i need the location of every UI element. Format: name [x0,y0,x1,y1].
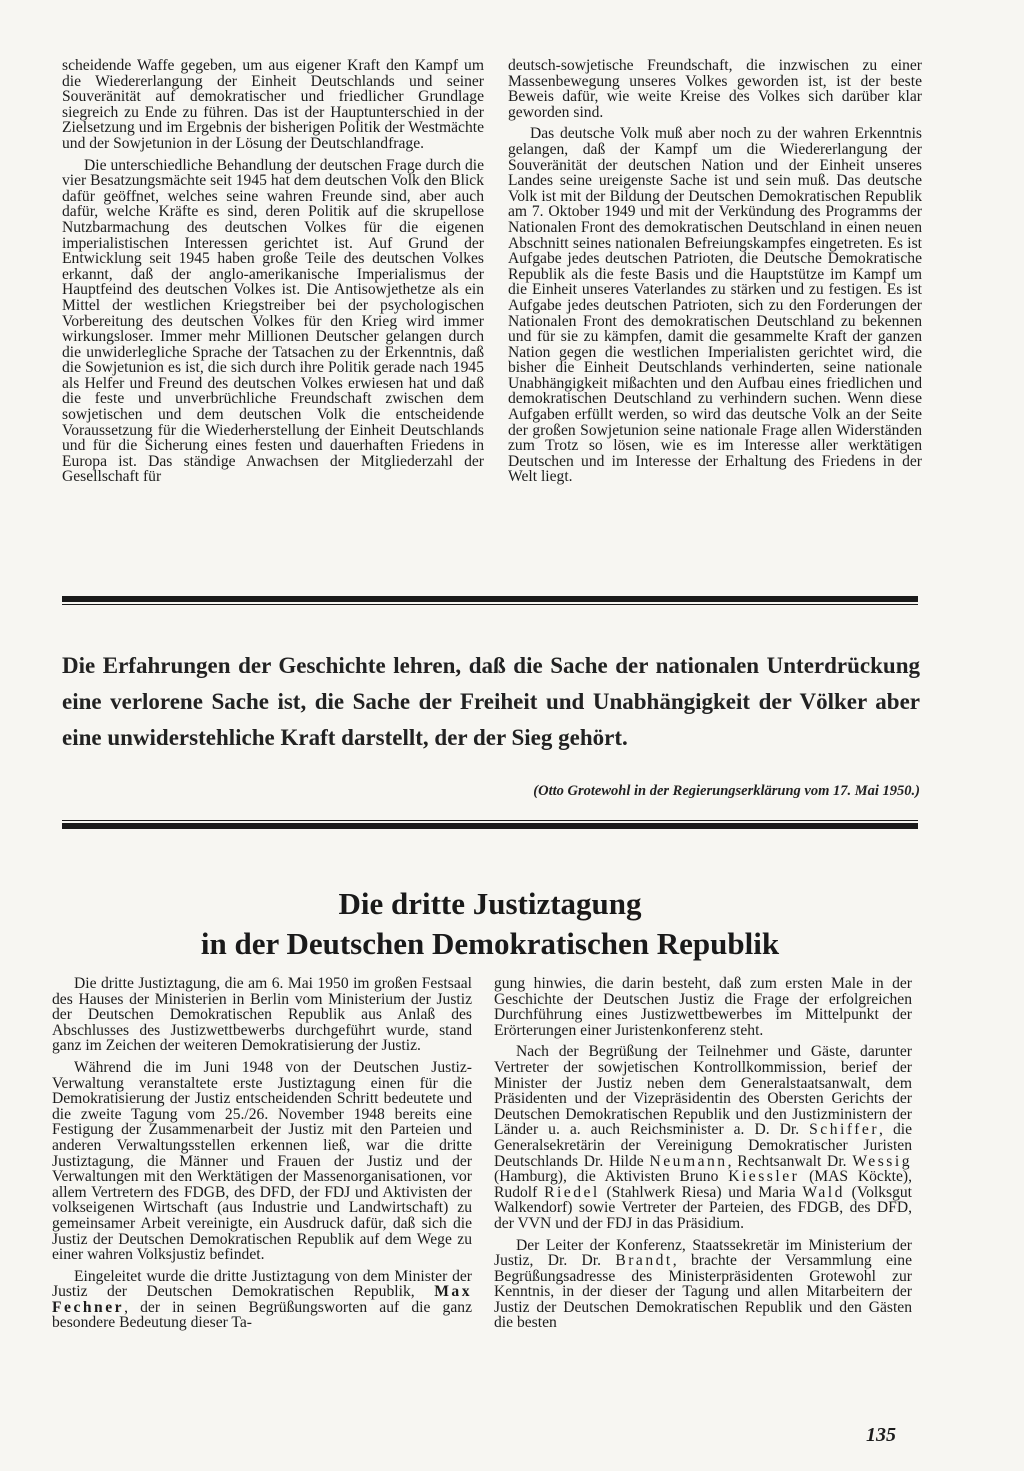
quote-source: (Otto Grotewohl in der Regierungserklärung vom 17. Mai 1950.) [533,783,920,799]
divider-rule [62,823,918,829]
top-left-column [62,58,484,491]
person-name: Schiffer [809,1121,880,1139]
page-number: 135 [866,1424,896,1446]
top-right-column [508,58,922,491]
paragraph: scheidende Waffe gegeben, um aus eigener Kraft den Kampf um die Wiedererlangung der Einheit Deutschlands und seiner Souveränität auf demokratischer und friedlicher Grundlage siegreich zu Ende zu führen. Das ist der Hauptunterschied in der Zielsetzung und im Ergebnis der bisherigen Politik der Westmächte und der Sowjetunion in der Lösung der Deutschlandfrage. [62,57,484,152]
person-name: Wessig [852,1152,912,1170]
paragraph: Der Leiter der Konferenz, Staatssekretär im Ministerium der Justiz, Dr. Dr. Brandt, brachte der Versammlung eine Begrüßungsadresse des Ministerpräsidenten Grotewohl zur Kenntnis, in der dieser der Tagung und allen Mitarbeitern der Justiz der Deutschen Demokratischen Republik und den Gästen die besten [494,1236,912,1332]
paragraph: Nach der Begrüßung der Teilnehmer und Gäste, darunter Vertreter der sowjetischen Kontrollkommission, berief der Minister der Justiz neben dem Generalstaatsanwalt, dem Präsidenten und der Vizepräsidentin des Obersten Gerichts der Deutschen Demokratischen Republik und den Justizministern der Länder u. a. auch Reichsminister a. D. Dr. Schiffer, die Generalsekretärin der Vereinigung Demokratischer Juristen Deutschlands Dr. Hilde Neumann, Rechtsanwalt Dr. Wessig (Hamburg), die Aktivisten Bruno Kiessler (MAS Köckte), Rudolf Riedel (Stahlwerk Riesa) und Maria Wald (Volksgut Walkendorf) sowie Vertreter der Parteien, des FDGB, des DFD, der VVN und der FDJ in das Präsidium. [494,1043,913,1232]
person-name: Wald [802,1183,845,1201]
person-name: Max Fechner [52,1283,472,1316]
divider-rule [62,596,918,602]
person-name: Kiessler [728,1168,800,1186]
bottom-left-column [52,976,472,1337]
divider-rule [62,604,918,605]
paragraph: Eingeleitet wurde die dritte Justiztagung von dem Minister der Justiz der Deutschen Demokratischen Republik, Max Fechner, der in seinen Begrüßungsworten auf die ganz besondere Bedeutung dieser Ta- [52,1267,472,1332]
person-name: Riedel [544,1183,600,1201]
paragraph: Die unterschiedliche Behandlung der deutschen Frage durch die vier Besatzungsmächte seit 1945 hat dem deutschen Volk den Blick dafür geöffnet, welches seine wahren Freunde sind, aber auch dafür, welche Kräfte es sind, deren Politik auf die skrupellose Nutzbarmachung des deutschen Volkes für die eigenen imperialistischen Interessen gerichtet ist. Auf Grund der Entwicklung seit 1945 haben große Teile des deutschen Volkes erkannt, daß der anglo-amerikanische Imperialismus der Hauptfeind des deutschen Volkes ist. Die Antisowjethetze als ein Mittel der westlichen Kriegstreiber bei der psychologischen Vorbereitung des deutschen Volkes für den Krieg wird immer wirkungsloser. Immer mehr Millionen Deutscher gelangen durch die unwiderlegliche Sprache der Tatsachen zu der Erkenntnis, daß die Sowjetunion es ist, die sich durch ihre Politik gerade nach 1945 als Helfer und Freund des deutschen Volkes erwiesen hat und daß die feste und unverbrüchliche Freundschaft zwischen dem sowjetischen und dem deutschen Volk die entscheidende Voraussetzung für die Wiederherstellung der Einheit Deutschlands und für die Sicherung eines festen und dauerhaften Friedens in Europa ist. Das ständige Anwachsen der Mitgliederzahl der Gesellschaft für [62,156,484,486]
paragraph: deutsch-sowjetische Freundschaft, die inzwischen zu einer Massenbewegung unseres Volkes geworden ist, ist der beste Beweis dafür, wie weite Kreise des Volkes sich darüber klar geworden sind. [508,57,922,121]
bottom-right-column [494,976,912,1337]
paragraph: gung hinwies, die darin besteht, daß zum ersten Male in der Geschichte der Deutschen Justiz die Frage der erfolgreichen Durchführung eines Justizwettbewerbes im Mittelpunkt der Erörterungen einer Juristenkonferenz steht. [494,975,912,1039]
paragraph: Das deutsche Volk muß aber noch zu der wahren Erkenntnis gelangen, daß der Kampf um die Wiedererlangung der Souveränität der deutschen Nation und der Einheit unseres Landes seine ureigenste Sache ist und sein muß. Das deutsche Volk ist mit der Bildung der Deutschen Demokratischen Republik am 7. Oktober 1949 und mit der Verkündung des Programms der Nationalen Front des demokratischen Deutschland in einen neuen Abschnitt seines nationalen Befreiungskampfes eingetreten. Es ist Aufgabe jedes deutschen Patrioten, die Deutsche Demokratische Republik als die feste Basis und die Hauptstütze im Kampf um die Einheit unseres Vaterlandes zu stärken und zu festigen. Es ist Aufgabe jedes deutschen Patrioten, sich zu den Forderungen der Nationalen Front des demokratischen Deutschland zu bekennen und für sie zu kämpfen, damit die gesammelte Kraft der ganzen Nation gegen die westlichen Imperialisten gerichtet wird, die bisher die Einheit Deutschlands verhinderten, seine nationale Unabhängigkeit mißachten und den Aufbau eines friedlichen und demokratischen Deutschland zu verhindern suchen. Wenn diese Aufgaben erfüllt werden, so wird das deutsche Volk an der Seite der großen Sowjetunion seine nationale Frage allen Widerständen zum Trotz so lösen, wie es im Interesse aller werktätigen Deutschen und im Interesse der Erhaltung des Friedens in der Welt liegt. [508,125,922,486]
paragraph: Während die im Juni 1948 von der Deutschen Justiz-Verwaltung veranstaltete erste Justiztagung einen für die Demokratisierung der Justiz entscheidenden Schritt bedeutete und die zweite Tagung vom 25./26. November 1948 bereits eine Festigung der Zusammenarbeit der Justiz mit den Parteien und anderen Verwaltungsstellen erkennen ließ, war die dritte Justiztagung, die Männer und Frauen der Justiz und der Verwaltungen mit den Werktätigen der Massenorganisationen, vor allem Vertretern des FDGB, des DFD, der FDJ und Aktivisten der volkseigenen Wirtschaft (aus Industrie und Landwirtschaft) zu gemeinsamer Arbeit vereinigte, ein Ausdruck dafür, daß sich die Justiz der Deutschen Demokratischen Republik auf dem Wege zu einer wahren Volksjustiz befindet. [52,1058,472,1264]
person-name: Brandt [615,1252,673,1270]
paragraph: Die dritte Justiztagung, die am 6. Mai 1950 im großen Festsaal des Hauses der Ministerien in Berlin vom Ministerium der Justiz der Deutschen Demokratischen Republik aus Anlaß des Abschlusses des Justizwettbewerbs durchgeführt wurde, stand ganz im Zeichen der weiteren Demokratisierung der Justiz. [52,975,472,1055]
divider-rule [62,820,918,821]
person-name: Neumann [649,1152,728,1170]
quote-text: Die Erfahrungen der Geschichte lehren, daß die Sache der nationalen Unterdrückung eine verlorene Sache ist, die Sache der Freiheit und Unabhängigkeit der Völker aber eine unwiderstehliche Kraft darstellt, der der Sieg gehört. [62,653,920,750]
article-title-line: Die dritte Justiztagung [338,886,642,921]
article-title-line: in der Deutschen Demokratischen Republik [200,926,780,961]
article-title [0,884,980,964]
